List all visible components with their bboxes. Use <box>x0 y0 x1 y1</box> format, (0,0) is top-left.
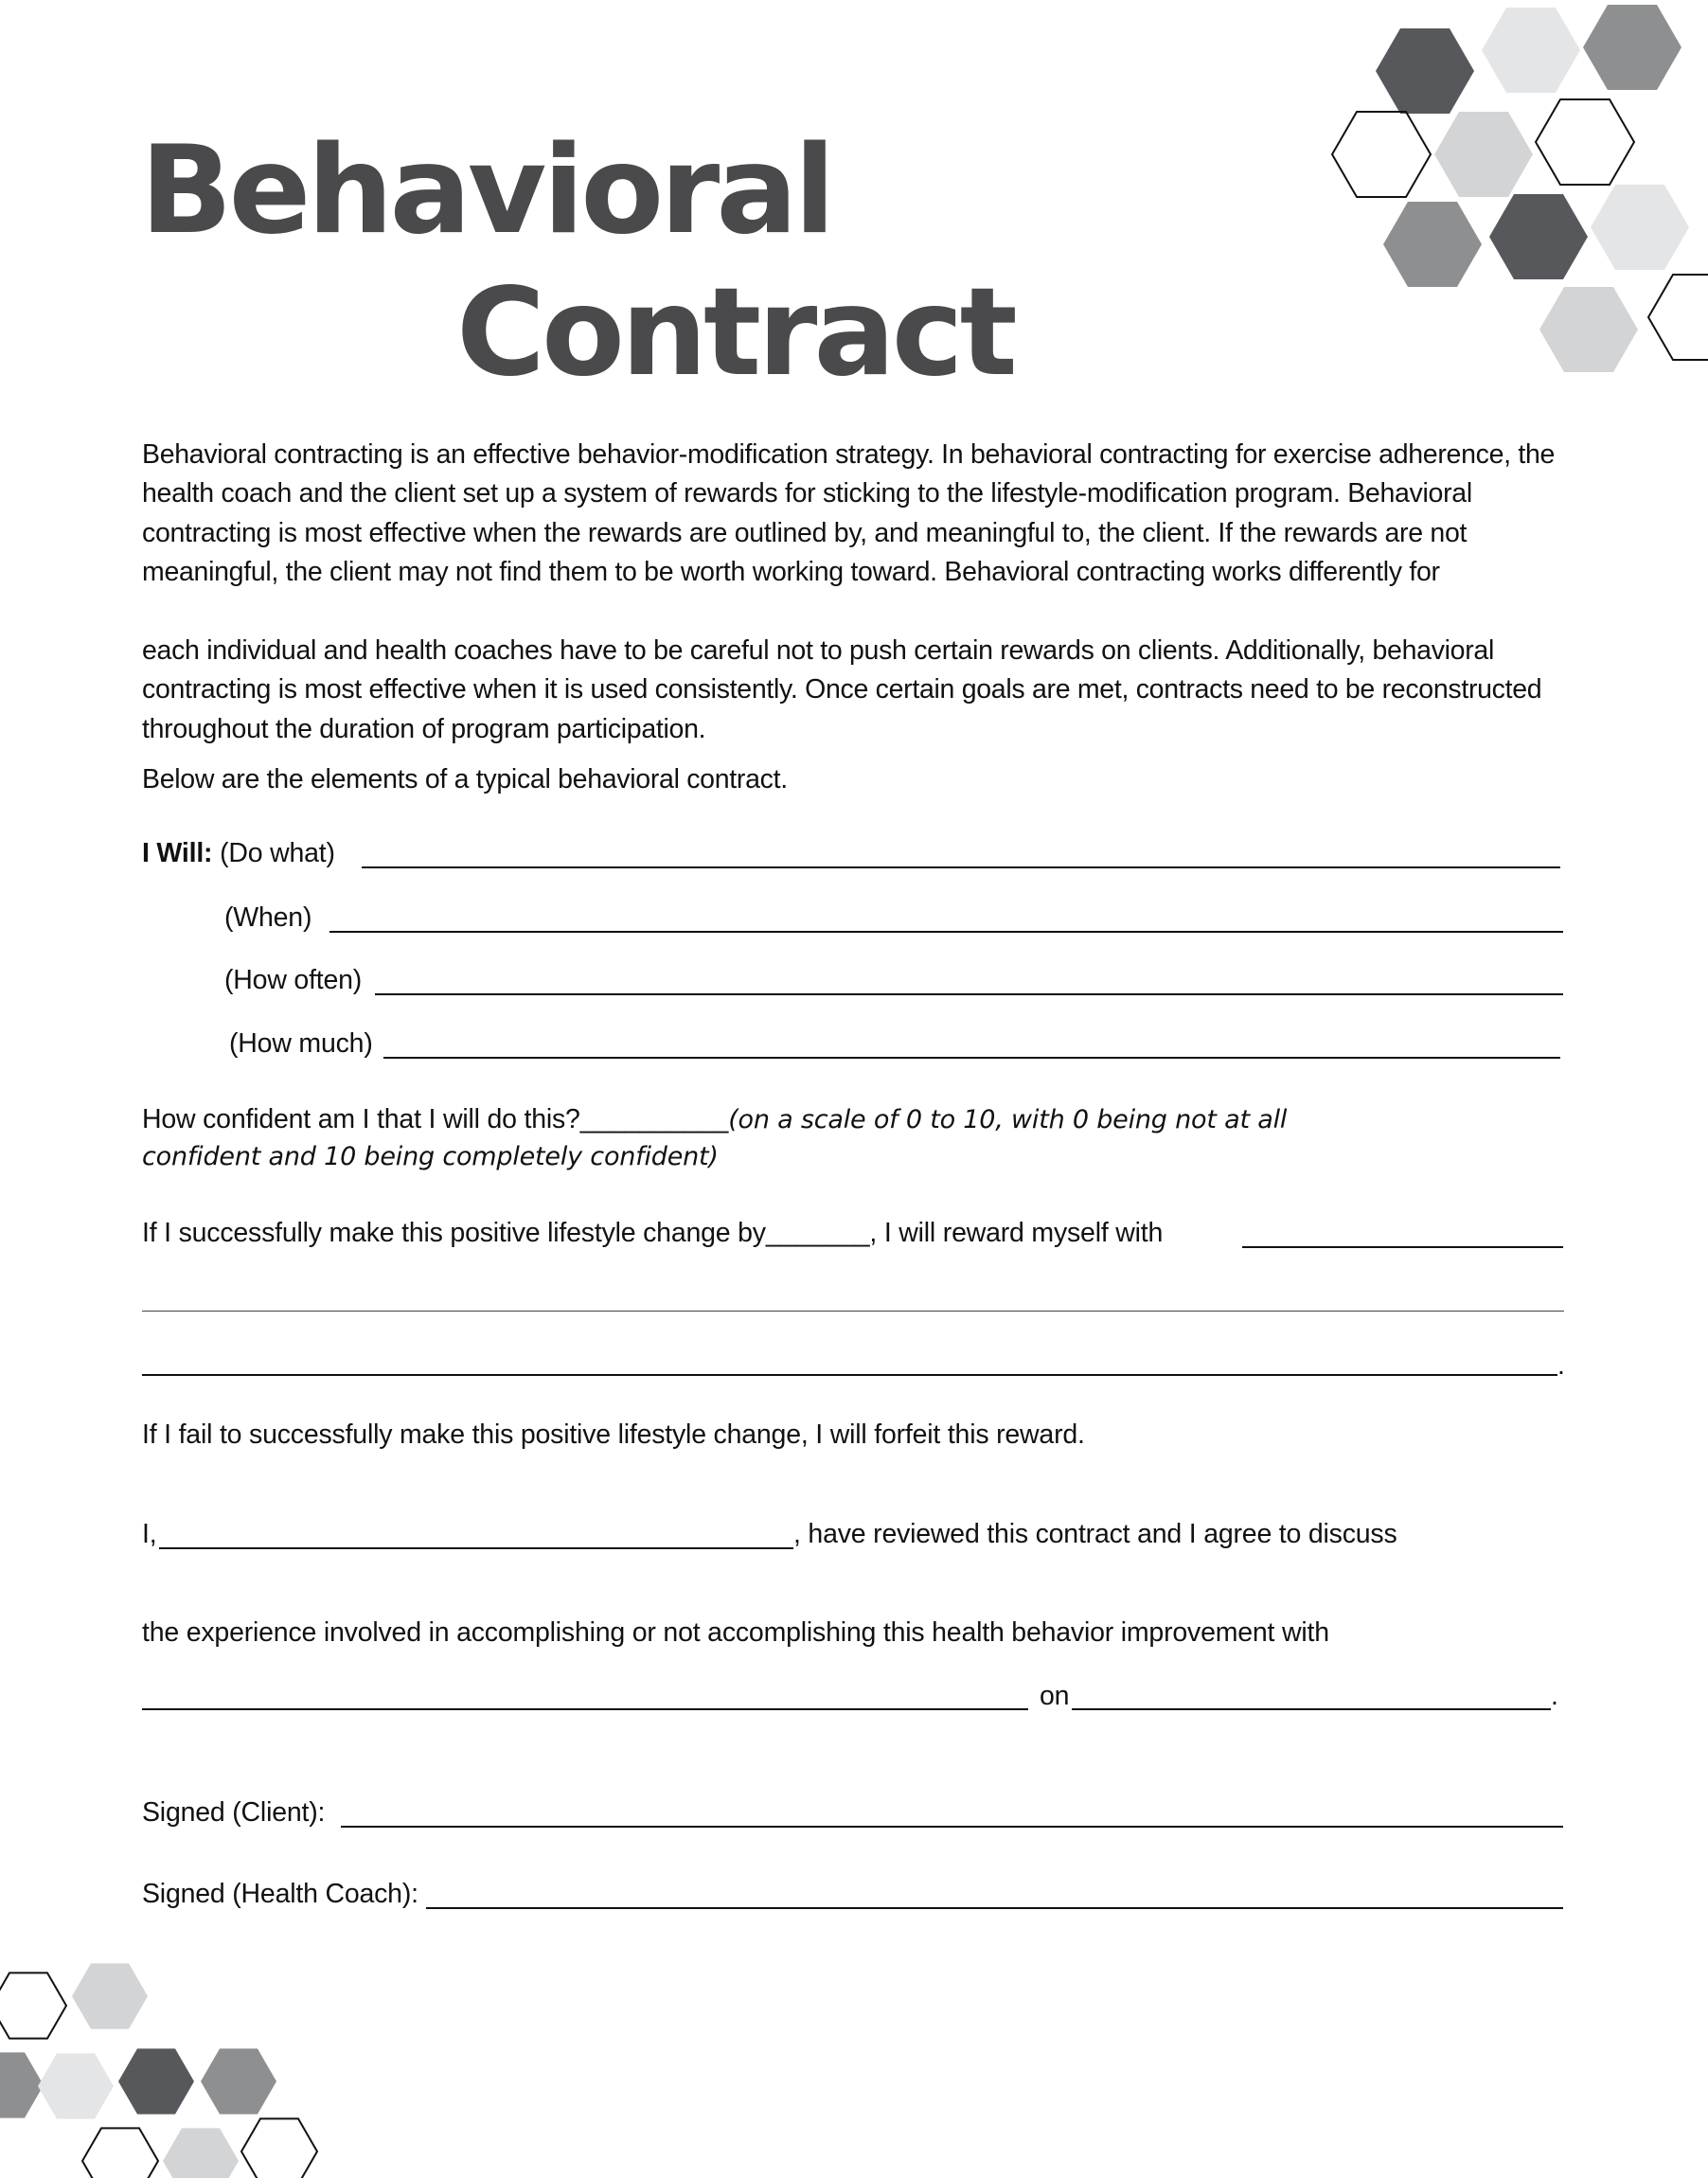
when-label: (When) <box>224 902 312 933</box>
when-field[interactable] <box>329 931 1563 933</box>
reward-row <box>142 1216 1163 1250</box>
how-much-label: (How much) <box>229 1028 373 1059</box>
hexagon-shape <box>1332 112 1431 197</box>
agreement-end-period: . <box>1551 1681 1558 1711</box>
agreement-on-label: on <box>1040 1681 1070 1711</box>
hexagon-shape <box>1482 8 1580 93</box>
intro-paragraph-2: each individual and health coaches have to be careful not to push certain rewards on clients. Additionally, behavioral contracting is most effective when it is used consistently. Once certain goals are met, contracts need to be reconstructed throughout the duration of program participation. <box>142 635 1542 744</box>
reward-text-2: , I will reward myself with <box>869 1218 1164 1248</box>
confidence-scale-line-1: (on a scale of 0 to 10, with 0 being not at all <box>728 1105 1288 1134</box>
how-often-label: (How often) <box>224 965 363 995</box>
hexagon-shape <box>1434 112 1533 197</box>
signed-coach-field[interactable] <box>426 1907 1563 1909</box>
reward-field-1[interactable] <box>1242 1246 1563 1248</box>
hexagon-shape <box>201 2048 276 2114</box>
hexagon-shape <box>82 2128 158 2178</box>
confidence-scale-line-2: confident and 10 being completely confident) <box>142 1142 719 1171</box>
hexagon-shape <box>1591 185 1689 270</box>
reward-end-period: . <box>1557 1350 1565 1381</box>
agreement-with-field[interactable] <box>142 1708 1028 1710</box>
hexagon-cluster-top-right <box>1307 0 1708 398</box>
reward-text-1: If I successfully make this positive lifestyle change by <box>142 1218 766 1248</box>
hexagon-shape <box>1648 275 1708 360</box>
hexagon-shape <box>241 2118 317 2178</box>
agreement-date-field[interactable] <box>1072 1708 1551 1710</box>
i-will-row <box>142 836 335 870</box>
hexagon-shape <box>38 2053 114 2118</box>
confidence-row <box>142 1102 1287 1137</box>
hexagon-shape <box>72 1963 148 2028</box>
how-often-field[interactable] <box>375 993 1563 995</box>
signed-client-label: Signed (Client): <box>142 1797 326 1828</box>
signed-coach-label: Signed (Health Coach): <box>142 1879 418 1909</box>
reward-field-2[interactable] <box>142 1311 1564 1312</box>
reward-field-3[interactable] <box>142 1374 1557 1376</box>
i-will-label: I Will: <box>142 838 213 868</box>
hexagon-cluster-bottom-left <box>0 1903 341 2178</box>
agreement-prefix: I, <box>142 1519 157 1549</box>
hexagon-shape <box>0 2052 44 2117</box>
hexagon-shape <box>118 2048 194 2114</box>
signed-client-field[interactable] <box>341 1826 1563 1828</box>
hexagon-shape <box>0 1973 66 2038</box>
do-what-label: (Do what) <box>220 838 335 868</box>
how-much-field[interactable] <box>383 1057 1560 1059</box>
hexagon-shape <box>163 2128 239 2178</box>
do-what-field[interactable] <box>362 866 1560 868</box>
hexagon-shape <box>1489 194 1588 279</box>
title-line-2: Contract <box>456 262 1014 403</box>
title-line-1: Behavioral <box>140 120 832 261</box>
confidence-field[interactable]: __________ <box>579 1104 729 1134</box>
hexagon-shape <box>1539 287 1638 372</box>
forfeit-text: If I fail to successfully make this positive lifestyle change, I will forfeit this reward. <box>142 1419 1085 1450</box>
agreement-name-field[interactable] <box>159 1547 793 1549</box>
agreement-line-2: the experience involved in accomplishing or not accomplishing this health behavior improvement with <box>142 1617 1329 1648</box>
reward-date-field[interactable]: _______ <box>765 1218 870 1248</box>
hexagon-shape <box>1536 99 1634 185</box>
hexagon-shape <box>1383 202 1482 287</box>
agreement-suffix: , have reviewed this contract and I agree to discuss <box>793 1519 1397 1549</box>
intro-paragraph-1: Behavioral contracting is an effective behavior-modification strategy. In behavioral contracting for exercise adherence, the health coach and the client set up a system of rewards for sticking to the lifestyle-modification program. Behavioral contracting is most effective when the rewards are outlined by, and meaningful to, the client. If the rewards are not meaningful, the client may not find them to be worth working toward. Behavioral contracting works differently for <box>142 439 1556 588</box>
intro-paragraph-3: Below are the elements of a typical behavioral contract. <box>142 764 788 794</box>
hexagon-shape <box>1376 28 1474 114</box>
hexagon-shape <box>1583 5 1681 90</box>
confidence-question: How confident am I that I will do this? <box>142 1104 580 1134</box>
